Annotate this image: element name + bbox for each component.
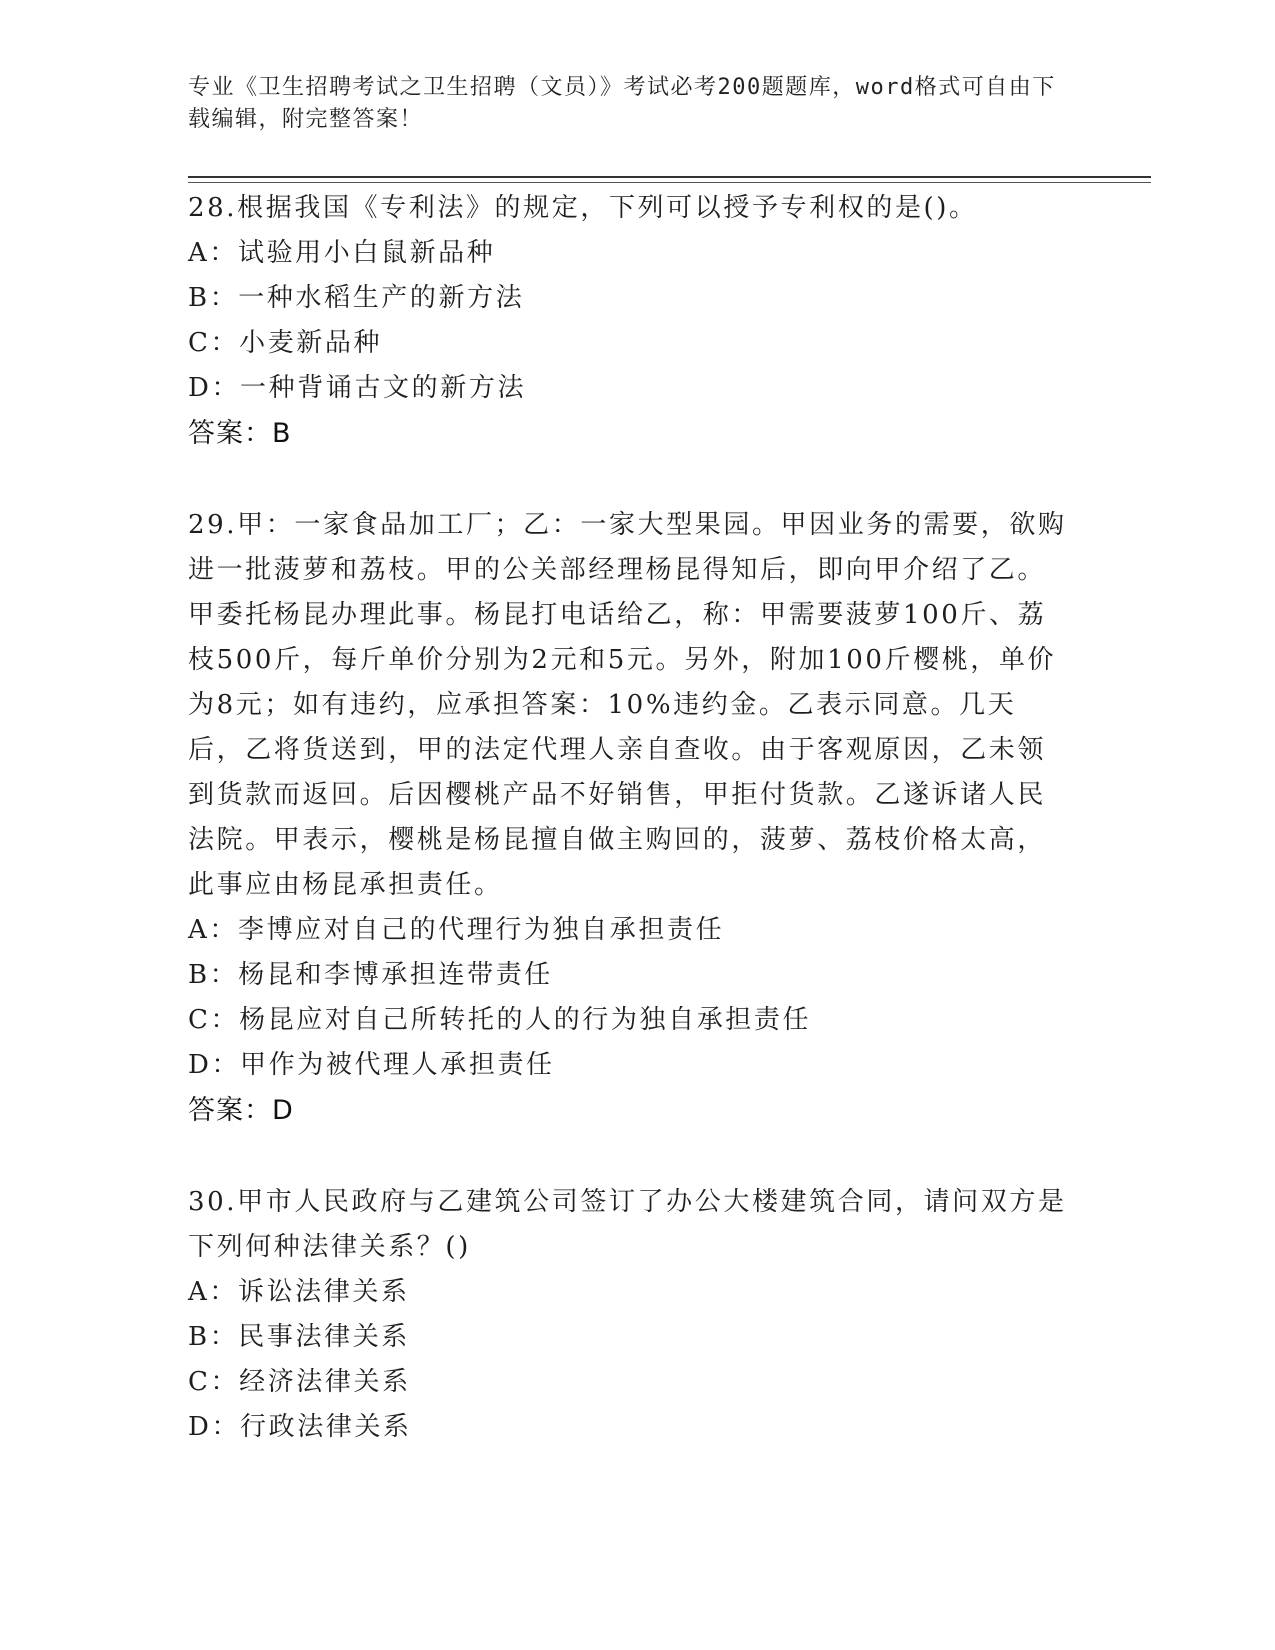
option-c: C：经济法律关系 xyxy=(188,1367,411,1397)
option-d: D：行政法律关系 xyxy=(188,1412,412,1442)
question-29 xyxy=(188,503,1068,1133)
header-divider-thin xyxy=(188,182,1151,183)
question-30 xyxy=(188,1180,1068,1450)
question-28 xyxy=(188,186,1068,456)
option-a: A：诉讼法律关系 xyxy=(188,1277,410,1307)
option-a: A：李博应对自己的代理行为独自承担责任 xyxy=(188,915,725,945)
answer-line: 答案：D xyxy=(188,1095,294,1126)
option-d: D：甲作为被代理人承担责任 xyxy=(188,1050,555,1080)
option-c: C：小麦新品种 xyxy=(188,328,383,358)
option-b: B：民事法律关系 xyxy=(188,1322,410,1352)
header-divider-thick xyxy=(188,176,1151,178)
option-d: D：一种背诵古文的新方法 xyxy=(188,373,527,403)
question-stem: 30.甲市人民政府与乙建筑公司签订了办公大楼建筑合同，请问双方是下列何种法律关系？() xyxy=(188,1187,1067,1262)
option-b: B：一种水稻生产的新方法 xyxy=(188,283,525,313)
option-c: C：杨昆应对自己所转托的人的行为独自承担责任 xyxy=(188,1005,812,1035)
option-a: A：试验用小白鼠新品种 xyxy=(188,238,496,268)
option-b: B：杨昆和李博承担连带责任 xyxy=(188,960,553,990)
question-stem: 29.甲：一家食品加工厂；乙：一家大型果园。甲因业务的需要，欲购进一批菠萝和荔枝。甲的公关部经理杨昆得知后，即向甲介绍了乙。甲委托杨昆办理此事。杨昆打电话给乙，称：甲需要菠萝100斤、荔枝500斤，每斤单价分别为2元和5元。另外，附加100斤樱桃，单价为8元；如有违约，应承担答案：10%违约金。乙表示同意。几天后，乙将货送到，甲的法定代理人亲自查收。由于客观原因，乙未领到货款而返回。后因樱桃产品不好销售，甲拒付货款。乙遂诉诸人民法院。甲表示，樱桃是杨昆擅自做主购回的，菠萝、荔枝价格太高，此事应由杨昆承担责任。 xyxy=(188,510,1067,900)
page-header-text: 专业《卫生招聘考试之卫生招聘（文员）》考试必考200题题库，word格式可自由下载编辑，附完整答案！ xyxy=(188,75,1056,132)
question-stem: 28.根据我国《专利法》的规定，下列可以授予专利权的是()。 xyxy=(188,193,978,223)
answer-line: 答案：B xyxy=(188,418,292,449)
